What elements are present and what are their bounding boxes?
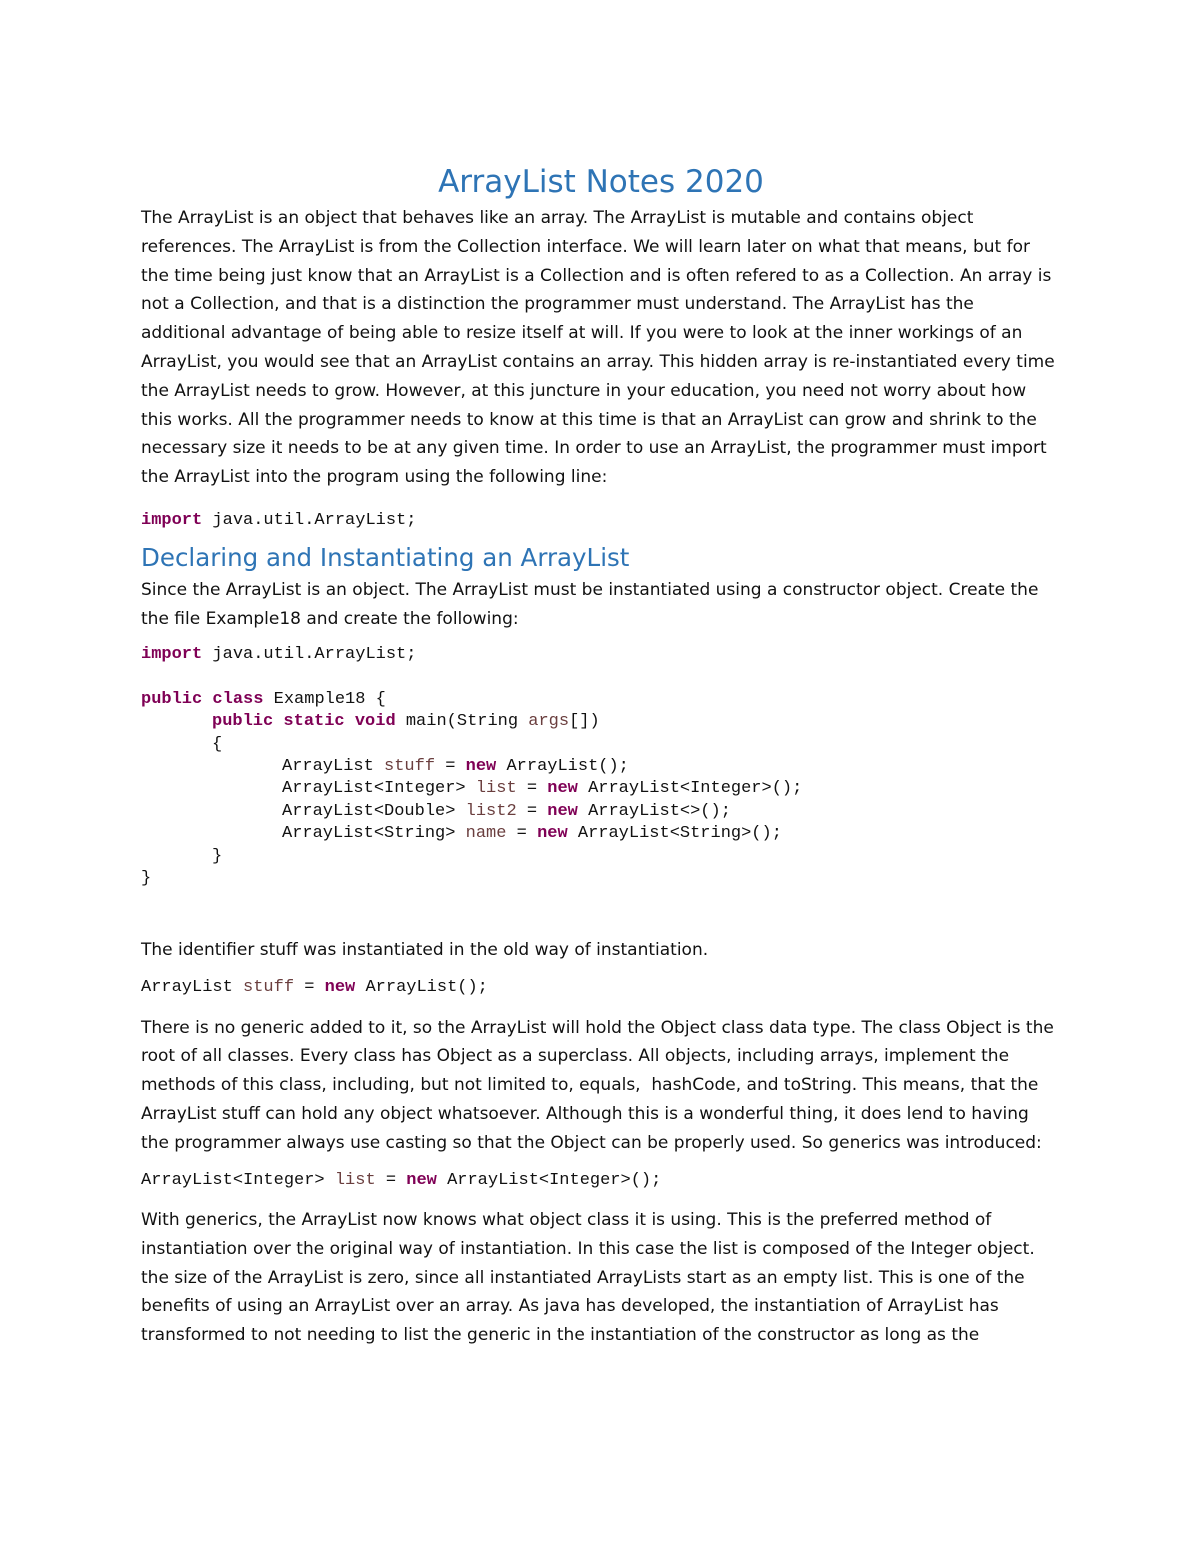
code-text: main(String (395, 712, 529, 732)
code-text: = (375, 1170, 407, 1190)
code-line (141, 689, 1061, 711)
variable: stuff (243, 978, 295, 998)
code-text: } (141, 869, 152, 889)
code-text: = (516, 779, 548, 799)
code-text: java.util.ArrayList; (202, 644, 417, 664)
code-line (141, 711, 1061, 733)
keyword: class (212, 689, 264, 709)
code-line (141, 868, 1061, 890)
code-text: ArrayList<Integer>(); (436, 1170, 662, 1190)
code-text: ArrayList (141, 978, 244, 998)
code-text: java.util.ArrayList; (202, 510, 417, 530)
code-line (141, 644, 1061, 666)
variable: name (465, 824, 507, 844)
code-text: ArrayList<>(); (577, 801, 731, 821)
section-heading: Declaring and Instantiating an ArrayList (141, 543, 630, 573)
keyword: public (212, 712, 274, 732)
code-text: { (212, 734, 223, 754)
code-line (141, 734, 1061, 756)
code-text: = (516, 801, 548, 821)
stuff-code-line (141, 977, 1061, 999)
code-text: ArrayList (282, 756, 385, 776)
keyword: static (283, 712, 345, 732)
code-text: } (212, 846, 223, 866)
code-text: Example18 { (263, 689, 386, 709)
keyword: void (354, 712, 396, 732)
code-text: = (506, 824, 538, 844)
object-paragraph: There is no generic added to it, so the ArrayList will hold the Object class data type. The class Object is the root of all classes. Every class has Object as a superclass. All objects, including arrays, implement the methods of this class, including, but not limited to, equals, hashCode, and toString. This means, that the ArrayList stuff can hold any object whatsoever. Although this is a wonderful thing, it does lend to having the programmer always use casting so that the Object can be properly used. So generics was introduced: (141, 1017, 1060, 1153)
keyword: new (547, 779, 578, 799)
generics-paragraph: With generics, the ArrayList now knows what object class it is using. This is the preferred method of instantiation over the original way of instantiation. In this case the list is composed of the Integer object. the size of the ArrayList is zero, since all instantiated ArrayLists start as an empty list. This is one of the benefits of using an ArrayList over an array. As java has developed, the instantiation of ArrayList has transformed to not needing to list the generic in the instantiation of the constructor as long as the (141, 1210, 1041, 1346)
list-code-line (141, 1170, 1061, 1192)
code-text: = (294, 978, 325, 998)
code-text: ArrayList<Double> (282, 801, 466, 821)
code-text: ArrayList<Integer> (141, 1170, 335, 1190)
code-text: []) (569, 712, 600, 732)
document-page (141, 160, 1061, 1360)
code-line (141, 846, 1061, 868)
section-intro-paragraph: Since the ArrayList is an object. The ArrayList must be instantiated using a constructor object. Create the the file Example18 and create the following: (141, 580, 1044, 630)
variable: args (528, 712, 570, 732)
keyword: import (141, 644, 203, 664)
variable: list2 (465, 801, 517, 821)
code-text: = (435, 756, 466, 776)
keyword: public (141, 689, 203, 709)
keyword: new (537, 824, 568, 844)
page-title: ArrayList Notes 2020 (438, 164, 764, 200)
variable: list (475, 779, 517, 799)
code-text: ArrayList<Integer>(); (577, 779, 803, 799)
code-text: ArrayList<Integer> (282, 779, 476, 799)
code-line (141, 823, 1061, 845)
stuff-paragraph: The identifier stuff was instantiated in the old way of instantiation. (141, 940, 709, 961)
keyword: new (547, 801, 578, 821)
keyword: import (141, 510, 203, 530)
code-text: ArrayList<String> (282, 824, 466, 844)
code-text: ArrayList(); (496, 756, 629, 776)
keyword: new (324, 978, 356, 998)
code-line (141, 756, 1061, 778)
code-line (141, 778, 1061, 800)
intro-paragraph: The ArrayList is an object that behaves like an array. The ArrayList is mutable and contains object references. The ArrayList is from the Collection interface. We will learn later on what that means, but for the time being just know that an ArrayList is a Collection and is often refered to as a Collection. An array is not a Collection, and that is a distinction the programmer must understand. The ArrayList has the additional advantage of being able to resize itself at will. If you were to look at the inner workings of an ArrayList, you would see that an ArrayList contains an array. This hidden array is re-instantiated every time the ArrayList needs to grow. However, at this juncture in your education, you need not worry about how this works. All the programmer needs to know at this time is that an ArrayList can grow and shrink to the necessary size it needs to be at any given time. In order to use an ArrayList, the programmer must import the ArrayList into the program using the following line: (141, 208, 1061, 488)
example-code-block (141, 644, 1061, 890)
code-text: ArrayList<String>(); (567, 824, 782, 844)
code-text: ArrayList(); (355, 978, 488, 998)
keyword: new (465, 756, 497, 776)
code-line (141, 801, 1061, 823)
import-code-line (141, 510, 1061, 532)
keyword: new (406, 1170, 437, 1190)
variable: list (334, 1170, 376, 1190)
variable: stuff (384, 756, 436, 776)
